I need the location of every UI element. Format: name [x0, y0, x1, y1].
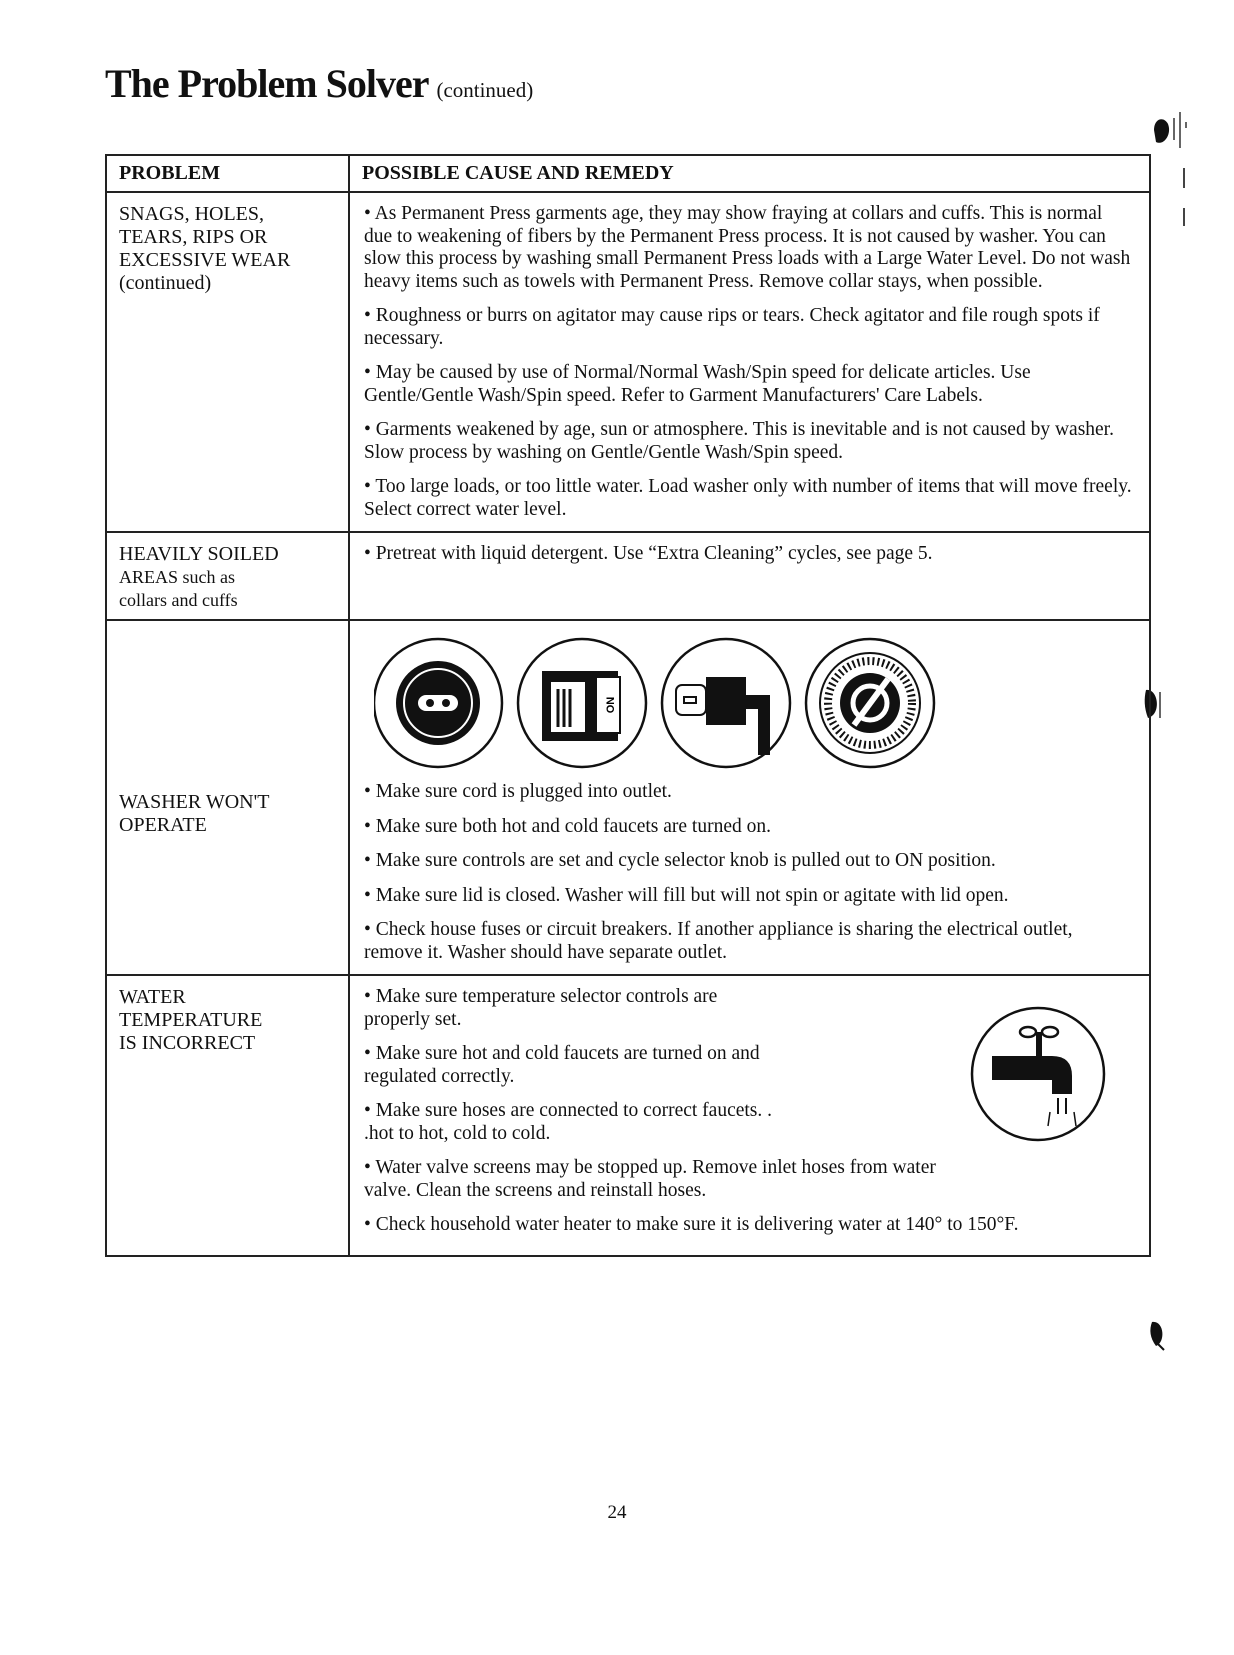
remedy-item: • Make sure hot and cold faucets are turned on and regulated correctly. [364, 1043, 760, 1087]
problem-line: (continued) [119, 272, 212, 294]
problem-cell [107, 533, 350, 619]
page-subtitle: (continued) [436, 78, 534, 102]
table-row-water-temperature [107, 974, 1149, 1255]
remedy-item: • Pretreat with liquid detergent. Use “Extra Cleaning” cycles, see page 5. [364, 543, 933, 564]
problem-cell [107, 976, 350, 1255]
faucet-icon [962, 1002, 1112, 1142]
remedy-item: • Check house fuses or circuit breakers. If another appliance is sharing the electrical outlet, remove it. Washer should have separate outlet. [364, 919, 1073, 963]
page-number: 24 [607, 1502, 627, 1523]
troubleshoot-illustrations [364, 621, 1135, 781]
problem-cell [107, 621, 350, 974]
problem-line: HEAVILY SOILED [119, 543, 279, 565]
remedy-item: • Make sure controls are set and cycle selector knob is pulled out to ON position. [364, 850, 996, 871]
problem-line: collars and cuffs [119, 590, 238, 610]
remedy-item: • Too large loads, or too little water. Load washer only with number of items that will move freely. Select correct water level. [364, 476, 1132, 520]
switch-on-label: ON [605, 696, 617, 714]
remedy-item: • Garments weakened by age, sun or atmosphere. This is inevitable and is not caused by washer. Slow process by washing on Gentle/Gentle Wash/Spin speed. [364, 419, 1114, 463]
page-title [105, 60, 533, 107]
remedy-item: • Roughness or burrs on agitator may cause rips or tears. Check agitator and file rough spots if necessary. [364, 305, 1100, 349]
problem-line: EXCESSIVE WEAR [119, 249, 291, 271]
cycle-selector-knob-icon [806, 639, 934, 767]
remedy-item: • May be caused by use of Normal/Normal Wash/Spin speed for delicate articles. Use Gentle/Gentle Wash/Spin speed. Refer to Garment Manufacturers' Care Labels. [364, 362, 1031, 406]
problem-cell [107, 193, 350, 531]
header-problem: PROBLEM [107, 156, 350, 191]
problem-line: WATER [119, 986, 186, 1008]
binder-mark-bottom-icon [1146, 1318, 1170, 1352]
table-row-snags [107, 191, 1149, 531]
table-row-washer-wont-operate [107, 619, 1149, 974]
table-row-heavily-soiled [107, 531, 1149, 619]
problem-line: AREAS such as [119, 567, 235, 587]
remedy-item: • Water valve screens may be stopped up. Remove inlet hoses from water valve. Clean the screens and reinstall hoses. [364, 1157, 936, 1201]
remedy-item: • As Permanent Press garments age, they may show fraying at collars and cuffs. This is normal due to weakening of fibers by the Permanent Press process. It is not caused by washer. You can slow this process by washing small Permanent Press loads with a Large Water Level. Do not wash heavy items such as towels with Permanent Press. Remove collar stays, when possible. [364, 203, 1131, 292]
remedy-cell [350, 621, 1149, 974]
problem-line: SNAGS, HOLES, [119, 203, 265, 225]
fuse-icon [374, 639, 502, 767]
problem-line: OPERATE [119, 814, 207, 836]
remedy-item: • Make sure cord is plugged into outlet. [364, 781, 672, 802]
problem-line: TEMPERATURE [119, 1009, 263, 1031]
remedy-cell [350, 976, 1149, 1255]
remedy-item: • Make sure both hot and cold faucets are turned on. [364, 815, 771, 837]
problem-line: TEARS, RIPS OR [119, 226, 268, 248]
header-remedy: POSSIBLE CAUSE AND REMEDY [362, 162, 674, 184]
table-header-row [107, 156, 1149, 191]
page-title-text: The Problem Solver [105, 61, 429, 106]
remedy-item: • Make sure lid is closed. Washer will fill but will not spin or agitate with lid open. [364, 884, 1009, 906]
problem-line: WASHER WON'T [119, 791, 270, 813]
remedy-item: • Check household water heater to make sure it is delivering water at 140° to 150°F. [364, 1214, 1019, 1235]
remedy-item: • Make sure temperature selector controls are properly set. [364, 986, 718, 1030]
binder-mark-top-icon [1150, 108, 1190, 238]
power-plug-icon [662, 639, 790, 767]
remedy-cell [350, 533, 1149, 619]
problem-solver-table [105, 154, 1151, 1257]
remedy-cell [350, 193, 1149, 531]
illustration-strip [374, 631, 994, 781]
remedy-item: • Make sure hoses are connected to correct faucets. . .hot to hot, cold to cold. [364, 1100, 773, 1144]
problem-line: IS INCORRECT [119, 1032, 256, 1054]
circuit-breaker-icon [518, 639, 646, 767]
